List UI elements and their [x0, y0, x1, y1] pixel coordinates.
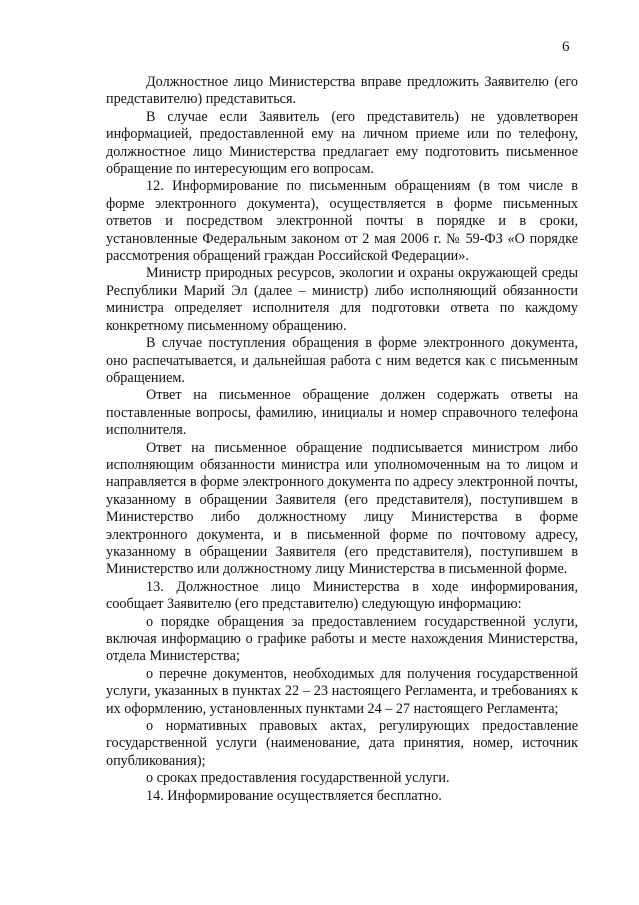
list-item: о нормативных правовых актах, регулирующих предоставление государственной услуги (наименование, дата принятия, номер, источник опубликования); — [106, 718, 578, 769]
paragraph: 13. Должностное лицо Министерства в ходе информирования, сообщает Заявителю (его представителю) следующую информацию: — [106, 578, 578, 613]
paragraph: Должностное лицо Министерства вправе предложить Заявителю (его представителю) представиться. — [106, 74, 578, 108]
list-item: о сроках предоставления государственной услуги. — [146, 770, 450, 787]
list-item: о перечне документов, необходимых для получения государственной услуги, указанных в пунктах 22 – 23 настоящего Регламента, и требованиях к их оформлению, установленных пунктами 24 – 27 настоящего Регламента; — [106, 665, 578, 717]
list-item: о порядке обращения за предоставлением государственной услуги, включая информацию о графике работы и месте нахождения Министерства, отдела Министерства; — [106, 613, 578, 665]
paragraph: Ответ на письменное обращение подписывается министром либо исполняющим обязанности министра или уполномоченным на то лицом и направляется в форме электронного документа по адресу электронной почты, указанному в обращении Заявителя (его представителя), поступившем в Министерство либо должностному лицу Министерства в форме электронного документа, и в письменной форме по почтовому адресу, указанному в обращении Заявителя (его представителя), поступившем в Министерство или должностному лицу Министерства в письменной форме. — [106, 439, 578, 578]
paragraph: 12. Информирование по письменным обращениям (в том числе в форме электронного документа), осуществляется в форме письменных ответов и посредством электронной почты в порядке и в сроки, установленные Федеральным законом от 2 мая 2006 г. № 59-ФЗ «О порядке рассмотрения обращений граждан Российской Федерации». — [106, 178, 578, 265]
paragraph: 14. Информирование осуществляется бесплатно. — [146, 787, 442, 804]
document-body — [106, 74, 578, 805]
paragraph: Министр природных ресурсов, экологии и охраны окружающей среды Республики Марий Эл (далее – министр) либо исполняющий обязанности министра определяет исполнителя для подготовки ответа по каждому конкретному письменному обращению. — [106, 265, 578, 334]
page-number: 6 — [562, 39, 570, 55]
paragraph: Ответ на письменное обращение должен содержать ответы на поставленные вопросы, фамилию, инициалы и номер справочного телефона исполнителя. — [106, 387, 578, 439]
paragraph: В случае поступления обращения в форме электронного документа, оно распечатывается, и дальнейшая работа с ним ведется как с письменным обращением. — [106, 335, 578, 386]
paragraph: В случае если Заявитель (его представитель) не удовлетворен информацией, предоставленной ему на личном приеме или по телефону, должностное лицо Министерства предлагает ему подготовить письменное обращение по интересующим его вопросам. — [106, 108, 578, 178]
